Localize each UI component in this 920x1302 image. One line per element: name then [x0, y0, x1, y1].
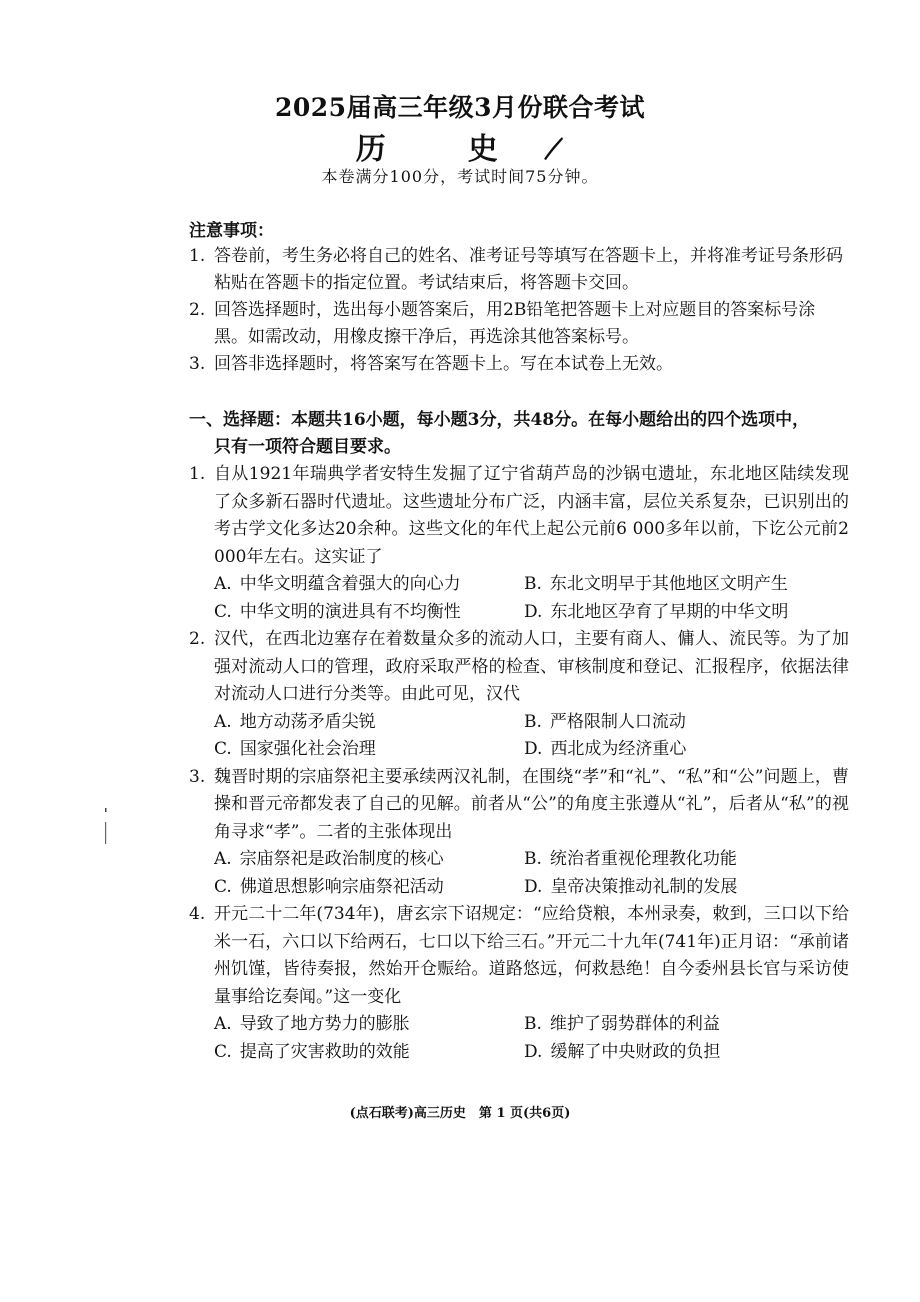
question-list	[189, 461, 849, 1066]
option-d	[524, 874, 834, 902]
option-text: 宗庙祭祀是政治制度的核心	[239, 849, 444, 869]
option-text: 东北地区孕育了早期的中华文明	[550, 601, 789, 622]
option-text: 地方动荡矛盾尖锐	[239, 711, 376, 732]
note-item	[189, 351, 849, 378]
option-c	[214, 599, 524, 627]
option-text: 提高了灾害救助的效能	[239, 1041, 410, 1062]
option-b	[524, 571, 834, 599]
option-a	[214, 846, 524, 874]
note-text: 回答选择题时，选出每小题答案后，用2B铅笔把答题卡上对应题目的答案标号涂黑。如需改动，用橡皮擦干净后，再选涂其他答案标号。	[214, 300, 816, 347]
option-b	[524, 709, 834, 737]
question-stem: 自从1921年瑞典学者安特生发掘了辽宁省葫芦岛的沙锅屯遗址，东北地区陆续发现了众多新石器时代遗址。这些遗址分布广泛，内涵丰富，层位关系复杂，已识别出的考古学文化多达20余种。这些文化的年代上起公元前6 000多年以前，下讫公元前2 000年左右。这实证了	[214, 464, 849, 567]
option-label: A.	[214, 849, 232, 869]
option-a	[214, 1011, 524, 1039]
question-number: 3.	[189, 766, 206, 787]
option-c	[214, 736, 524, 764]
question-stem: 开元二十二年(734年)，唐玄宗下诏规定：“应给贷粮，本州录奏，敕到，三口以下给米一石，六口以下给两石，七口以下给三石。”开元二十九年(741年)正月诏：“承前诸州饥馑，皆待奏报，然始开仓赈给。道路悠远，何救悬绝！自今委州县长官与采访使量事给讫奏闻。”这一变化	[214, 904, 849, 1007]
option-label: B.	[524, 849, 542, 869]
option-a	[214, 709, 524, 737]
option-label: A.	[214, 574, 232, 594]
option-label: C.	[214, 739, 232, 759]
option-label: C.	[214, 601, 232, 622]
option-label: B.	[524, 574, 542, 594]
option-text: 佛道思想影响宗庙祭祀活动	[239, 876, 444, 897]
option-text: 中华文明的演进具有不均衡性	[239, 601, 461, 622]
option-label: A.	[214, 711, 232, 732]
option-c	[214, 1039, 524, 1067]
question-2	[189, 626, 849, 764]
option-text: 缓解了中央财政的负担	[550, 1041, 721, 1062]
notes-list	[189, 243, 849, 378]
exam-info: 本卷满分100分，考试时间75分钟。	[321, 167, 599, 186]
option-label: D.	[524, 601, 543, 622]
question-number: 1.	[189, 464, 206, 484]
note-text: 答卷前，考生务必将自己的姓名、准考证号等填写在答题卡上，并将准考证号条形码粘贴在答题卡的指定位置。考试结束后，将答题卡交回。	[214, 246, 843, 293]
note-number: 2.	[189, 300, 206, 320]
question-options	[189, 709, 849, 764]
question-options	[189, 1011, 849, 1066]
option-d	[524, 736, 834, 764]
note-item	[189, 243, 849, 297]
option-a	[214, 571, 524, 599]
option-text: 皇帝决策推动礼制的发展	[550, 876, 738, 897]
section-heading-line2: 只有一项符合题目要求。	[214, 437, 401, 457]
option-label: C.	[214, 1041, 232, 1062]
option-c	[214, 874, 524, 902]
option-text: 统治者重视伦理教化功能	[549, 849, 737, 869]
option-label: C.	[214, 876, 232, 897]
option-b	[524, 1011, 834, 1039]
option-d	[524, 599, 834, 627]
note-number: 1.	[189, 246, 206, 266]
option-text: 导致了地方势力的膨胀	[239, 1014, 410, 1034]
option-label: A.	[214, 1014, 232, 1034]
note-number: 3.	[189, 354, 206, 374]
option-text: 中华文明蕴含着强大的向心力	[239, 574, 461, 594]
question-options	[189, 846, 849, 901]
question-stem: 汉代，在西北边塞存在着数量众多的流动人口，主要有商人、傭人、流民等。为了加强对流动人口的管理，政府采取严格的检查、审核制度和登记、汇报程序，依据法律对流动人口进行分类等。由此可见，汉代	[214, 629, 849, 704]
question-options	[189, 571, 849, 626]
scan-artifact-icon	[100, 808, 112, 852]
option-d	[524, 1039, 834, 1067]
question-4	[189, 901, 849, 1066]
option-label: D.	[524, 739, 543, 759]
question-number: 2.	[189, 629, 206, 649]
option-label: B.	[524, 1014, 542, 1034]
option-label: D.	[524, 1041, 543, 1062]
option-text: 东北文明早于其他地区文明产生	[549, 574, 788, 594]
section-heading-line1: 一、选择题：本题共16小题，每小题3分，共48分。在每小题给出的四个选项中，	[189, 410, 810, 430]
note-item	[189, 297, 849, 351]
notes-heading: 注意事项：	[189, 221, 274, 241]
page-footer: (点石联考)高三历史 第 1 页(共6页)	[349, 1106, 571, 1121]
section-heading	[189, 407, 849, 461]
option-b	[524, 846, 834, 874]
option-label: B.	[524, 711, 542, 732]
question-stem: 魏晋时期的宗庙祭祀主要承续两汉礼制，在围绕“孝”和“礼”、“私”和“公”问题上，曹操和晋元帝都发表了自己的见解。前者从“公”的角度主张遵从“礼”，后者从“私”的视角寻求“孝”。二者的主张体现出	[214, 766, 849, 842]
option-label: D.	[524, 876, 543, 897]
question-3	[189, 764, 849, 902]
note-text: 回答非选择题时，将答案写在答题卡上。写在本试卷上无效。	[214, 354, 673, 374]
subject-title: 历 史	[355, 132, 524, 167]
option-text: 西北成为经济重心	[550, 739, 687, 759]
option-text: 国家强化社会治理	[239, 739, 376, 759]
option-text: 维护了弱势群体的利益	[549, 1014, 720, 1034]
question-number: 4.	[189, 904, 206, 924]
question-1	[189, 461, 849, 626]
exam-title: 2025届高三年级3月份联合考试	[275, 93, 645, 122]
subject-row	[0, 124, 920, 169]
option-text: 严格限制人口流动	[549, 711, 686, 732]
